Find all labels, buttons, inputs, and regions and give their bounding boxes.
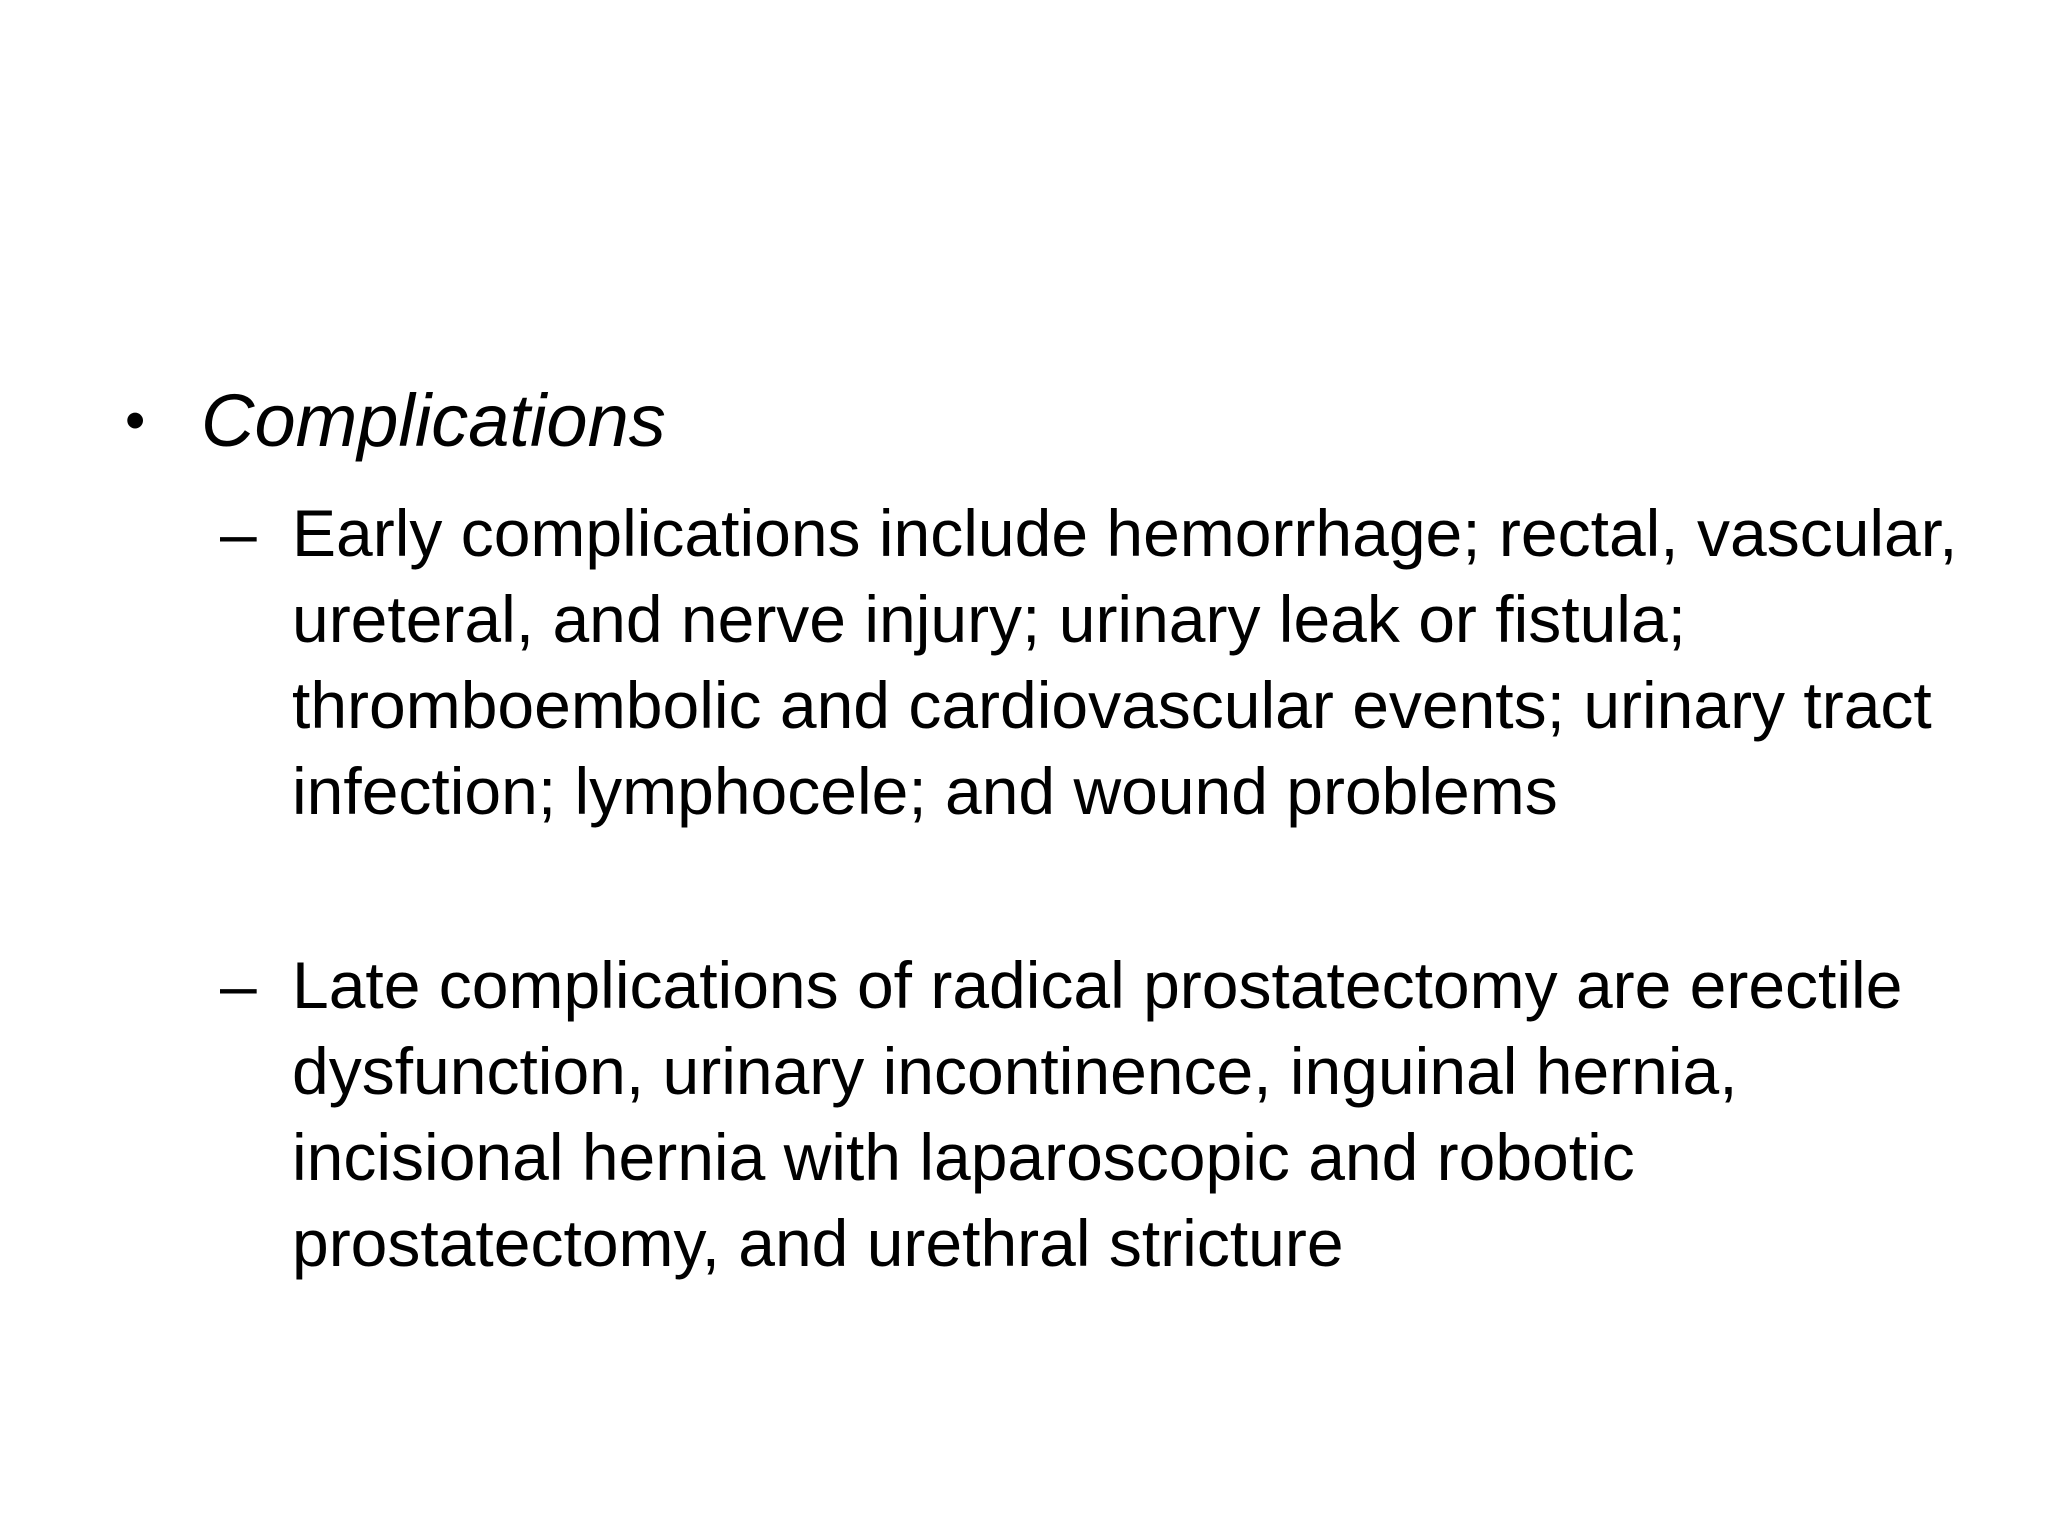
list-item-early-complications xyxy=(220,490,1960,834)
bullet-icon: • xyxy=(125,388,146,453)
heading-bullet-row xyxy=(125,366,666,476)
list-item-late-complications xyxy=(220,942,1960,1286)
slide-heading: Complications xyxy=(201,379,666,462)
list-item-text: Late complications of radical prostatectomy are erectile dysfunction, urinary incontinence, inguinal hernia, incisional hernia with laparoscopic and robotic prostatectomy, and urethral stricture xyxy=(292,948,1903,1280)
list-item-text: Early complications include hemorrhage; rectal, vascular, ureteral, and nerve injury; urinary leak or fistula; thromboembolic and cardiovascular events; urinary tract infection; lymphocele; and wound problems xyxy=(292,496,1958,828)
dash-icon: – xyxy=(220,948,257,1022)
dash-icon: – xyxy=(220,496,257,570)
